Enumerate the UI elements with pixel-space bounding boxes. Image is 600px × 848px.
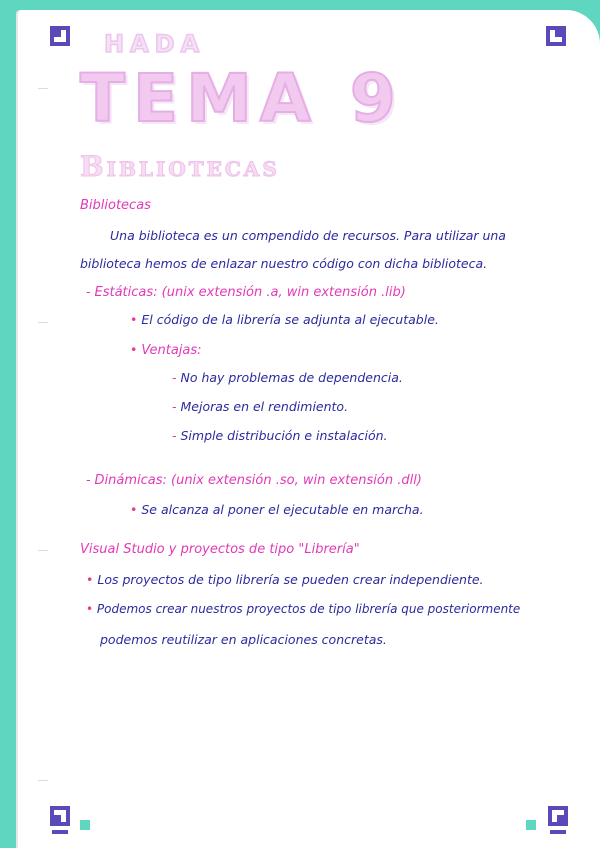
list-item-ventajas	[130, 342, 202, 358]
ventaja-text: Mejoras en el rendimiento.	[180, 399, 349, 414]
list-item	[172, 370, 403, 385]
visual-studio-item-text: Los proyectos de tipo librería se pueden crear independiente.	[97, 572, 484, 587]
hole-mark	[38, 88, 48, 92]
section-heading-visual-studio: Visual Studio y proyectos de tipo "Librería"	[80, 542, 360, 557]
dot-bullet: •	[86, 602, 94, 616]
list-item	[172, 399, 348, 414]
ventaja-text: Simple distribución e instalación.	[180, 428, 388, 443]
dot-bullet: •	[130, 312, 138, 327]
visual-studio-item-text: Podemos crear nuestros proyectos de tipo librería que posteriormente	[96, 602, 521, 616]
corner-square-bottom-left	[80, 820, 90, 830]
hole-mark	[38, 780, 48, 784]
notebook-page	[18, 10, 600, 848]
hole-mark	[38, 550, 48, 554]
dash-bullet: -	[86, 284, 91, 299]
page-title: Bibliotecas	[80, 150, 280, 183]
corner-bar-bottom-left	[52, 830, 68, 834]
corner-bar-bottom-right	[550, 830, 566, 834]
list-item	[130, 312, 439, 327]
estaticas-item-text: El código de la librería se adjunta al ejecutable.	[141, 312, 439, 327]
list-item	[86, 602, 520, 616]
ventajas-label: Ventajas:	[141, 343, 202, 358]
dinamicas-text: Dinámicas: (unix extensión .so, win extensión .dll)	[94, 473, 422, 488]
corner-ornament-top-right-icon	[546, 26, 566, 46]
corner-square-bottom-right	[526, 820, 536, 830]
corner-ornament-bottom-left-icon	[50, 806, 70, 826]
dot-bullet: •	[86, 572, 94, 587]
list-item-continuation: podemos reutilizar en aplicaciones concretas.	[100, 632, 387, 647]
list-item-estaticas	[86, 284, 406, 300]
estaticas-text: Estáticas: (unix extensión .a, win extensión .lib)	[94, 285, 406, 300]
list-item	[172, 428, 388, 443]
section-heading-bibliotecas: Bibliotecas	[80, 198, 151, 213]
list-item-dinamicas	[86, 472, 422, 488]
dash-bullet: -	[172, 370, 177, 385]
corner-ornament-top-left-icon	[50, 26, 70, 46]
list-item	[130, 502, 424, 517]
dot-bullet: •	[130, 342, 138, 357]
intro-line: biblioteca hemos de enlazar nuestro código con dicha biblioteca.	[80, 256, 488, 271]
tema-title: TEMA 9	[80, 60, 404, 137]
dot-bullet: •	[130, 502, 138, 517]
dinamicas-item-text: Se alcanza al poner el ejecutable en marcha.	[141, 502, 424, 517]
dash-bullet: -	[172, 428, 177, 443]
list-item	[86, 572, 484, 587]
dash-bullet: -	[172, 399, 177, 414]
corner-ornament-bottom-right-icon	[548, 806, 568, 826]
course-name: HADA	[104, 30, 206, 58]
dash-bullet: -	[86, 472, 91, 487]
intro-line: Una biblioteca es un compendido de recursos. Para utilizar una	[110, 228, 506, 243]
ventaja-text: No hay problemas de dependencia.	[180, 370, 403, 385]
hole-mark	[38, 322, 48, 326]
